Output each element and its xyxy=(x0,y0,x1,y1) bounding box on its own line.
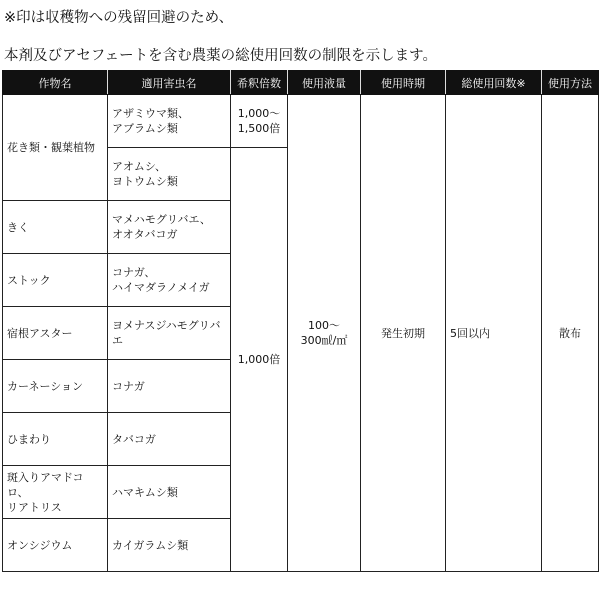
volume-cell: 100～ 300㎖/㎡ xyxy=(288,95,361,572)
note-line-2: 本剤及びアセフェートを含む農薬の総使用回数の制限を示します。 xyxy=(4,48,437,64)
dilution-cell: 1,000～ 1,500倍 xyxy=(231,95,288,148)
pest-cell: アザミウマ類、 アブラムシ類 xyxy=(108,95,231,148)
timing-cell: 発生初期 xyxy=(361,95,446,572)
pest-cell: コナガ、 ハイマダラノメイガ xyxy=(108,254,231,307)
pest-cell: アオムシ、 ヨトウムシ類 xyxy=(108,148,231,201)
header-volume: 使用液量 xyxy=(288,71,361,95)
table-row xyxy=(3,95,599,148)
pest-cell: コナガ xyxy=(108,360,231,413)
pest-cell: カイガラムシ類 xyxy=(108,519,231,572)
pest-cell: マメハモグリバエ、 オオタバコガ xyxy=(108,201,231,254)
crop-cell: 花き類・観葉植物 xyxy=(3,95,108,201)
total-uses-cell: 5回以内 xyxy=(446,95,542,572)
method-cell: 散布 xyxy=(542,95,599,572)
pest-cell: ヨメナスジハモグリバエ xyxy=(108,307,231,360)
crop-cell: ひまわり xyxy=(3,413,108,466)
pest-cell: タバコガ xyxy=(108,413,231,466)
header-crop: 作物名 xyxy=(3,71,108,95)
crop-cell: きく xyxy=(3,201,108,254)
header-pest: 適用害虫名 xyxy=(108,71,231,95)
pest-cell: ハマキムシ類 xyxy=(108,466,231,519)
header-total-uses: 総使用回数※ xyxy=(446,71,542,95)
note-line-1: ※印は収穫物への残留回避のため、 xyxy=(4,10,234,26)
crop-cell: ストック xyxy=(3,254,108,307)
dilution-cell: 1,000倍 xyxy=(231,148,288,572)
crop-cell: カーネーション xyxy=(3,360,108,413)
crop-cell: オンシジウム xyxy=(3,519,108,572)
header-row xyxy=(3,71,599,95)
crop-cell: 斑入りアマドコロ、 リアトリス xyxy=(3,466,108,519)
header-dilution: 希釈倍数 xyxy=(231,71,288,95)
pesticide-usage-table xyxy=(2,70,599,572)
crop-cell: 宿根アスター xyxy=(3,307,108,360)
header-timing: 使用時期 xyxy=(361,71,446,95)
header-method: 使用方法 xyxy=(542,71,599,95)
